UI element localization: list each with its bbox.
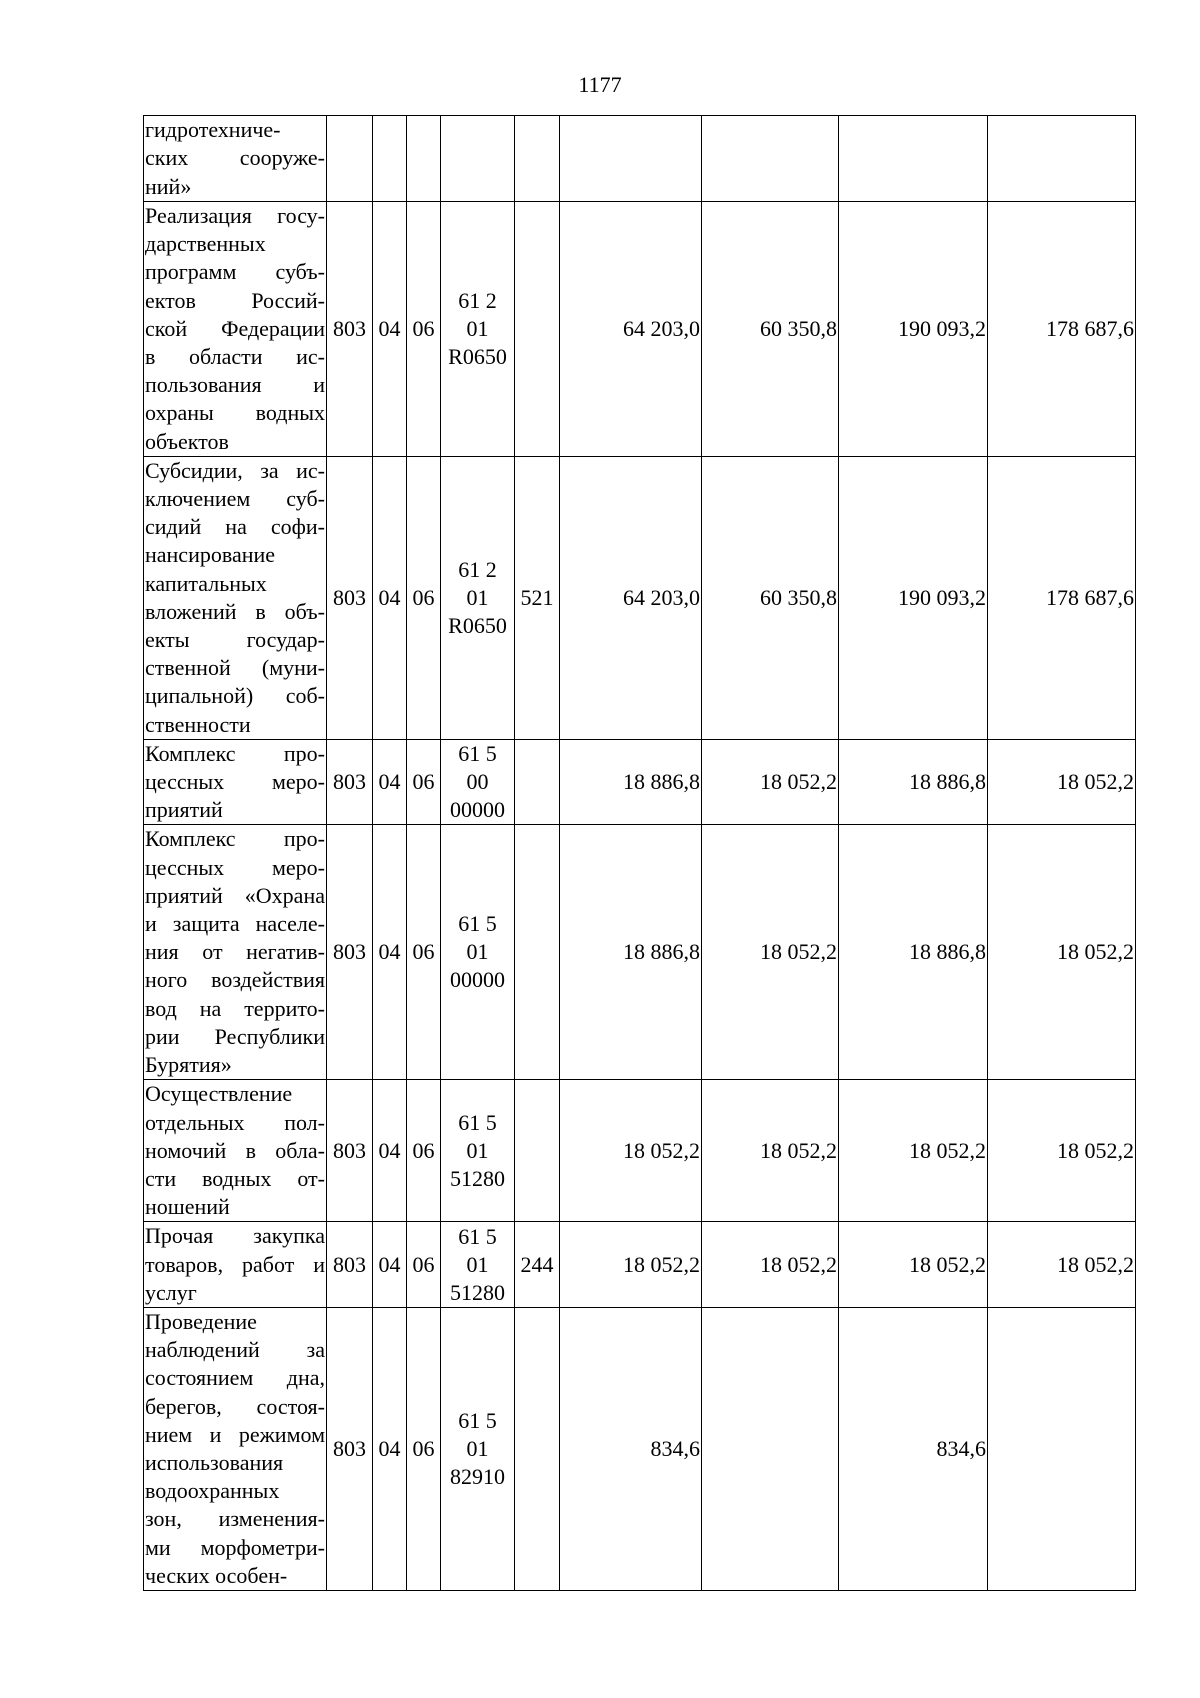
item-name-line: сти водных от- bbox=[145, 1165, 325, 1191]
item-name-line: услуг bbox=[145, 1279, 197, 1305]
target-article-line: 01 bbox=[466, 1435, 489, 1461]
table-body bbox=[144, 116, 1136, 1591]
item-name-cell bbox=[144, 825, 327, 1080]
section-code-cell: 04 bbox=[373, 1307, 407, 1590]
amount-cell-4 bbox=[988, 116, 1136, 202]
amount-cell-4: 18 052,2 bbox=[988, 739, 1136, 825]
table-row bbox=[144, 1222, 1136, 1308]
target-article-line: 01 bbox=[466, 584, 489, 610]
item-name-line: капитальных bbox=[145, 570, 267, 596]
target-article-line: 61 5 bbox=[458, 911, 497, 937]
item-name-line: нием и режимом bbox=[145, 1421, 325, 1447]
target-article-line: 61 2 bbox=[458, 556, 497, 582]
amount-cell-4: 178 687,6 bbox=[988, 456, 1136, 739]
item-name-line: ских сооруже- bbox=[145, 145, 325, 171]
amount-cell-3: 18 052,2 bbox=[839, 1080, 988, 1222]
amount-cell-4: 18 052,2 bbox=[988, 825, 1136, 1080]
subsection-code-cell: 06 bbox=[407, 202, 441, 457]
item-name-cell bbox=[144, 1222, 327, 1308]
item-name-line: ципальной) соб- bbox=[145, 683, 325, 709]
amount-cell-1: 18 052,2 bbox=[560, 1080, 702, 1222]
amount-cell-1: 64 203,0 bbox=[560, 456, 702, 739]
target-article-cell bbox=[441, 116, 515, 202]
expense-type-cell: 244 bbox=[515, 1222, 560, 1308]
item-name-cell bbox=[144, 116, 327, 202]
section-code-cell: 04 bbox=[373, 739, 407, 825]
amount-cell-3: 190 093,2 bbox=[839, 202, 988, 457]
expense-type-cell bbox=[515, 202, 560, 457]
item-name-line: Комплекс про- bbox=[145, 826, 325, 852]
amount-cell-4: 178 687,6 bbox=[988, 202, 1136, 457]
target-article-line: 01 bbox=[466, 939, 489, 965]
target-article-cell bbox=[441, 739, 515, 825]
item-name-line: ний» bbox=[145, 173, 192, 199]
item-name-line: Осуществление bbox=[145, 1081, 293, 1107]
amount-cell-2: 60 350,8 bbox=[702, 456, 839, 739]
item-name-line: наблюдений за bbox=[145, 1337, 325, 1363]
item-name-cell bbox=[144, 739, 327, 825]
item-name-line: ектов Россий- bbox=[145, 287, 325, 313]
expense-type-cell bbox=[515, 739, 560, 825]
item-name-line: Проведение bbox=[145, 1308, 257, 1334]
table-row bbox=[144, 456, 1136, 739]
expense-type-cell: 521 bbox=[515, 456, 560, 739]
amount-cell-3: 18 052,2 bbox=[839, 1222, 988, 1308]
subsection-code-cell: 06 bbox=[407, 1080, 441, 1222]
item-name-line: ния от негатив- bbox=[145, 939, 325, 965]
target-article-line: 61 5 bbox=[458, 1223, 497, 1249]
item-name-line: нансирование bbox=[145, 542, 276, 568]
target-article-line: R0650 bbox=[448, 343, 507, 369]
item-name-line: Комплекс про- bbox=[145, 740, 325, 766]
item-name-line: рии Республики bbox=[145, 1023, 325, 1049]
item-name-line: сидий на софи- bbox=[145, 514, 325, 540]
ministry-code-cell: 803 bbox=[327, 1222, 373, 1308]
target-article-line: 00000 bbox=[450, 797, 505, 823]
table-row bbox=[144, 1307, 1136, 1590]
target-article-line: 01 bbox=[466, 1251, 489, 1277]
ministry-code-cell bbox=[327, 116, 373, 202]
item-name-line: номочий в обла- bbox=[145, 1137, 325, 1163]
amount-cell-1 bbox=[560, 116, 702, 202]
item-name-line: ми морфометри- bbox=[145, 1534, 325, 1560]
amount-cell-2 bbox=[702, 1307, 839, 1590]
item-name-line: ного воздействия bbox=[145, 967, 325, 993]
amount-cell-1: 834,6 bbox=[560, 1307, 702, 1590]
target-article-line: 01 bbox=[466, 315, 489, 341]
item-name-line: охраны водных bbox=[145, 400, 325, 426]
amount-cell-4: 18 052,2 bbox=[988, 1080, 1136, 1222]
amount-cell-1: 64 203,0 bbox=[560, 202, 702, 457]
item-name-line: программ субъ- bbox=[145, 259, 325, 285]
item-name-line: Бурятия» bbox=[145, 1052, 232, 1078]
target-article-cell bbox=[441, 1080, 515, 1222]
table-row bbox=[144, 202, 1136, 457]
item-name-line: екты государ- bbox=[145, 627, 325, 653]
subsection-code-cell: 06 bbox=[407, 739, 441, 825]
amount-cell-1: 18 886,8 bbox=[560, 825, 702, 1080]
item-name-line: объектов bbox=[145, 428, 229, 454]
target-article-line: 61 5 bbox=[458, 1109, 497, 1135]
target-article-line: 00 bbox=[466, 769, 489, 795]
item-name-cell bbox=[144, 1080, 327, 1222]
amount-cell-1: 18 052,2 bbox=[560, 1222, 702, 1308]
item-name-line: отдельных пол- bbox=[145, 1109, 325, 1135]
amount-cell-3 bbox=[839, 116, 988, 202]
item-name-line: и защита населе- bbox=[145, 911, 325, 937]
item-name-line: приятий bbox=[145, 797, 223, 823]
target-article-line: 61 5 bbox=[458, 1407, 497, 1433]
item-name-line: берегов, состоя- bbox=[145, 1393, 325, 1419]
amount-cell-2: 18 052,2 bbox=[702, 1222, 839, 1308]
ministry-code-cell: 803 bbox=[327, 825, 373, 1080]
amount-cell-3: 18 886,8 bbox=[839, 739, 988, 825]
item-name-line: ской Федерации bbox=[145, 315, 325, 341]
amount-cell-4: 18 052,2 bbox=[988, 1222, 1136, 1308]
item-name-cell bbox=[144, 456, 327, 739]
amount-cell-2: 18 052,2 bbox=[702, 1080, 839, 1222]
subsection-code-cell: 06 bbox=[407, 1222, 441, 1308]
ministry-code-cell: 803 bbox=[327, 456, 373, 739]
section-code-cell: 04 bbox=[373, 825, 407, 1080]
page-number: 1177 bbox=[578, 72, 622, 97]
target-article-line: 61 2 bbox=[458, 287, 497, 313]
item-name-line: зон, изменения- bbox=[145, 1506, 325, 1532]
amount-cell-1: 18 886,8 bbox=[560, 739, 702, 825]
item-name-line: товаров, работ и bbox=[145, 1251, 325, 1277]
item-name-line: ственной (муни- bbox=[145, 655, 325, 681]
amount-cell-3: 18 886,8 bbox=[839, 825, 988, 1080]
amount-cell-4 bbox=[988, 1307, 1136, 1590]
item-name-cell bbox=[144, 202, 327, 457]
amount-cell-3: 190 093,2 bbox=[839, 456, 988, 739]
item-name-line: в области ис- bbox=[145, 344, 325, 370]
item-name-cell bbox=[144, 1307, 327, 1590]
table-row bbox=[144, 1080, 1136, 1222]
item-name-line: ношений bbox=[145, 1194, 230, 1220]
ministry-code-cell: 803 bbox=[327, 1307, 373, 1590]
item-name-line: водоохранных bbox=[145, 1478, 280, 1504]
section-code-cell: 04 bbox=[373, 202, 407, 457]
item-name-line: использования bbox=[145, 1449, 284, 1475]
subsection-code-cell bbox=[407, 116, 441, 202]
item-name-line: приятий «Охрана bbox=[145, 882, 325, 908]
item-name-line: Прочая закупка bbox=[145, 1223, 325, 1249]
target-article-line: 82910 bbox=[450, 1463, 505, 1489]
target-article-line: 51280 bbox=[450, 1279, 505, 1305]
target-article-line: 00000 bbox=[450, 967, 505, 993]
subsection-code-cell: 06 bbox=[407, 825, 441, 1080]
target-article-line: 01 bbox=[466, 1137, 489, 1163]
section-code-cell: 04 bbox=[373, 1222, 407, 1308]
target-article-cell bbox=[441, 1222, 515, 1308]
target-article-cell bbox=[441, 825, 515, 1080]
item-name-line: состоянием дна, bbox=[145, 1365, 325, 1391]
expense-type-cell bbox=[515, 1307, 560, 1590]
target-article-line: 61 5 bbox=[458, 741, 497, 767]
section-code-cell: 04 bbox=[373, 1080, 407, 1222]
item-name-line: Реализация госу- bbox=[145, 203, 325, 228]
subsection-code-cell: 06 bbox=[407, 1307, 441, 1590]
item-name-line: гидротехниче- bbox=[145, 117, 281, 143]
amount-cell-2: 18 052,2 bbox=[702, 825, 839, 1080]
item-name-line: ключением суб- bbox=[145, 486, 325, 512]
item-name-line: ческих особен- bbox=[145, 1562, 288, 1588]
item-name-line: пользования и bbox=[145, 372, 325, 398]
table-row bbox=[144, 116, 1136, 202]
item-name-line: цессных меро- bbox=[145, 854, 325, 880]
ministry-code-cell: 803 bbox=[327, 202, 373, 457]
expense-type-cell bbox=[515, 1080, 560, 1222]
ministry-code-cell: 803 bbox=[327, 1080, 373, 1222]
section-code-cell bbox=[373, 116, 407, 202]
expense-type-cell bbox=[515, 116, 560, 202]
subsection-code-cell: 06 bbox=[407, 456, 441, 739]
section-code-cell: 04 bbox=[373, 456, 407, 739]
item-name-line: Субсидии, за ис- bbox=[145, 457, 325, 483]
item-name-line: вод на террито- bbox=[145, 995, 325, 1021]
amount-cell-2: 60 350,8 bbox=[702, 202, 839, 457]
amount-cell-2 bbox=[702, 116, 839, 202]
table-row bbox=[144, 825, 1136, 1080]
target-article-line: R0650 bbox=[448, 612, 507, 638]
amount-cell-3: 834,6 bbox=[839, 1307, 988, 1590]
amount-cell-2: 18 052,2 bbox=[702, 739, 839, 825]
ministry-code-cell: 803 bbox=[327, 739, 373, 825]
budget-table bbox=[143, 115, 1136, 1591]
expense-type-cell bbox=[515, 825, 560, 1080]
target-article-line: 51280 bbox=[450, 1165, 505, 1191]
target-article-cell bbox=[441, 202, 515, 457]
table-row bbox=[144, 739, 1136, 825]
item-name-line: цессных меро- bbox=[145, 769, 325, 795]
target-article-cell bbox=[441, 1307, 515, 1590]
item-name-line: ственности bbox=[145, 711, 251, 737]
item-name-line: вложений в объ- bbox=[145, 598, 325, 624]
target-article-cell bbox=[441, 456, 515, 739]
item-name-line: дарственных bbox=[145, 231, 266, 257]
